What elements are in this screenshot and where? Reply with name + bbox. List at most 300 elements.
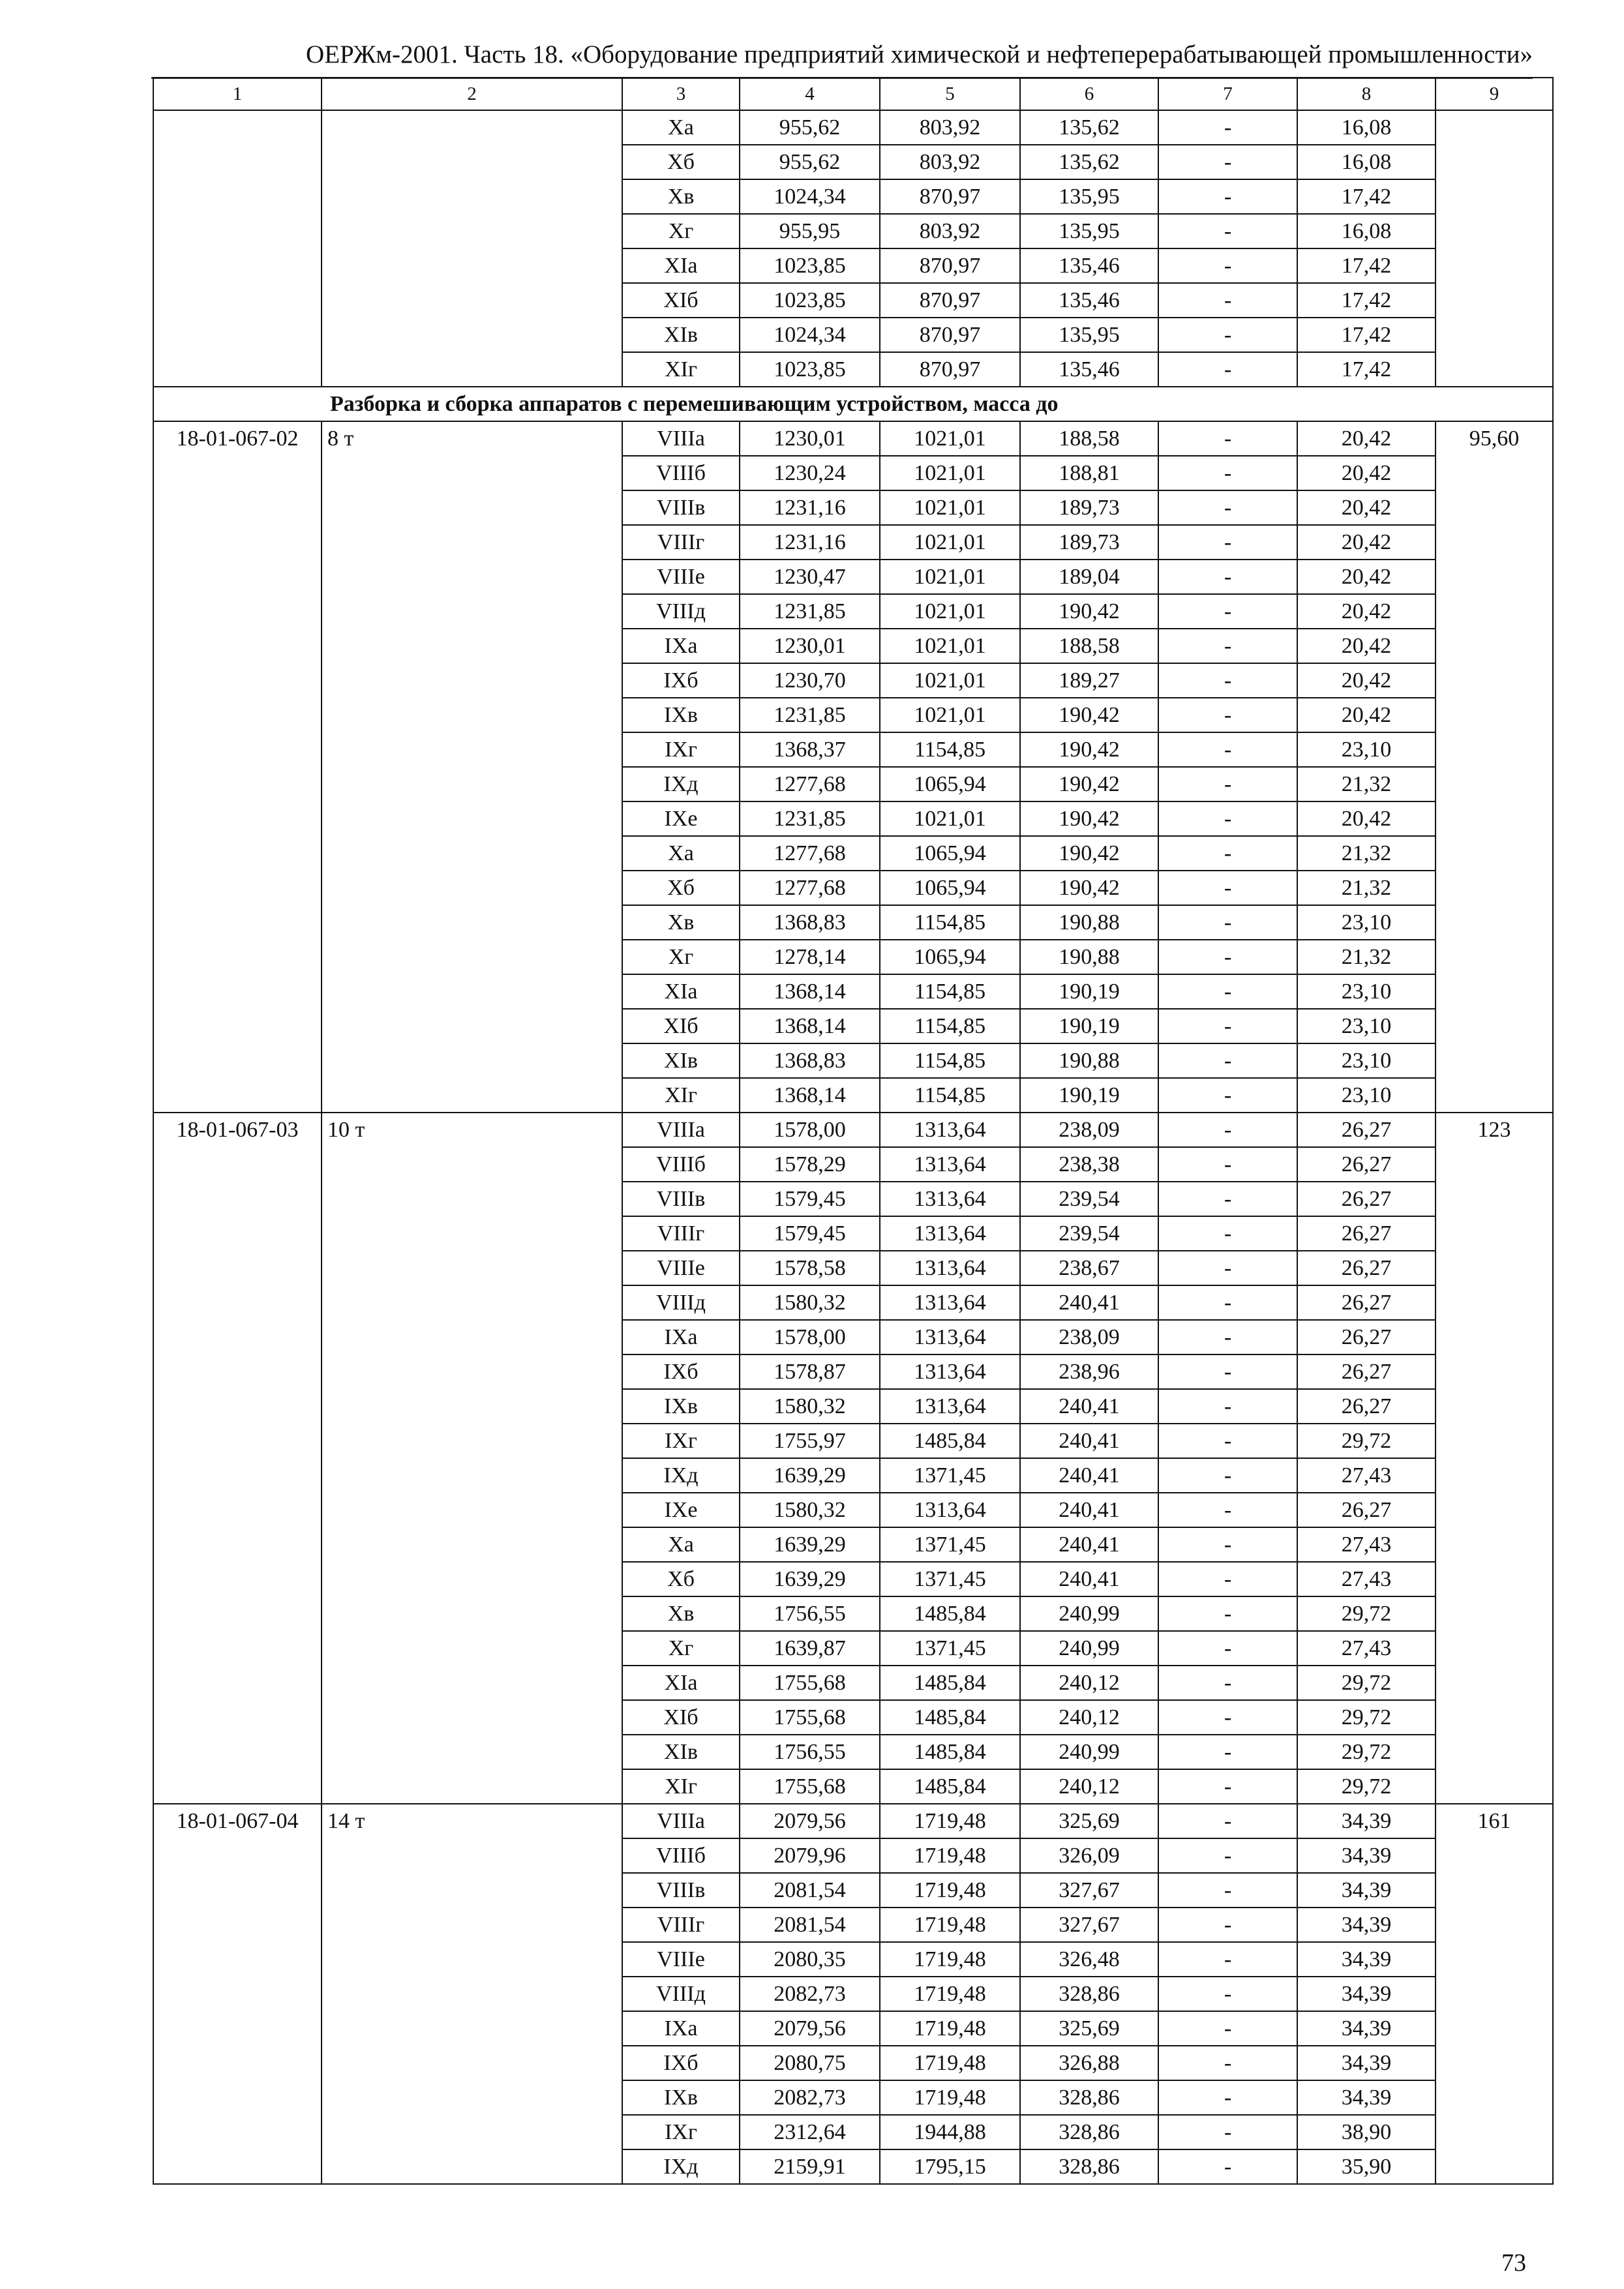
cell-col4: 1023,85	[740, 248, 880, 283]
cell-col6: 240,12	[1020, 1666, 1158, 1700]
cell-col6: 327,67	[1020, 1908, 1158, 1942]
cell-col7: -	[1158, 1527, 1297, 1562]
row-variant: Xв	[622, 1596, 740, 1631]
cell-col8: 26,27	[1297, 1113, 1436, 1147]
row-variant: XIб	[622, 1700, 740, 1735]
row-variant: VIIIa	[622, 1804, 740, 1838]
rate-name: 8 т	[322, 421, 622, 1113]
cell-col7: -	[1158, 1320, 1297, 1354]
cell-col5: 1313,64	[880, 1354, 1020, 1389]
cell-col6: 135,62	[1020, 145, 1158, 179]
cell-col5: 1485,84	[880, 1596, 1020, 1631]
cell-col7: -	[1158, 594, 1297, 629]
cell-col4: 1578,29	[740, 1147, 880, 1182]
page-number: 73	[1501, 2249, 1526, 2277]
cell-col8: 27,43	[1297, 1458, 1436, 1493]
cell-col6: 189,27	[1020, 663, 1158, 698]
cell-col5: 1065,94	[880, 767, 1020, 801]
cell-col7: -	[1158, 525, 1297, 560]
row-variant: IXг	[622, 1424, 740, 1458]
cell-col4: 1368,14	[740, 1009, 880, 1043]
row-variant: Xб	[622, 871, 740, 905]
cell-col8: 23,10	[1297, 1043, 1436, 1078]
cell-col6: 326,88	[1020, 2046, 1158, 2080]
cell-col8: 29,72	[1297, 1666, 1436, 1700]
cell-col5: 1021,01	[880, 698, 1020, 732]
cell-col7: -	[1158, 836, 1297, 871]
cell-col6: 328,86	[1020, 1977, 1158, 2011]
cell-col8: 16,08	[1297, 214, 1436, 248]
cell-col4: 955,62	[740, 110, 880, 145]
cell-col8: 34,39	[1297, 1873, 1436, 1908]
cell-col8: 34,39	[1297, 1804, 1436, 1838]
cell-col4: 2080,75	[740, 2046, 880, 2080]
cell-col4: 1230,01	[740, 629, 880, 663]
cell-col6: 189,73	[1020, 525, 1158, 560]
cell-col5: 1065,94	[880, 871, 1020, 905]
cell-col7: -	[1158, 1562, 1297, 1596]
cell-col6: 135,95	[1020, 318, 1158, 352]
row-variant: Xa	[622, 1527, 740, 1562]
cell-col6: 135,95	[1020, 214, 1158, 248]
cell-col8: 17,42	[1297, 352, 1436, 387]
cell-col4: 1579,45	[740, 1216, 880, 1251]
cell-col5: 1719,48	[880, 1942, 1020, 1977]
cell-col5: 1719,48	[880, 1873, 1020, 1908]
cell-col8: 29,72	[1297, 1700, 1436, 1735]
cell-col4: 1639,29	[740, 1527, 880, 1562]
cell-col4: 1368,14	[740, 1078, 880, 1113]
cell-col7: -	[1158, 1977, 1297, 2011]
cell-col8: 20,42	[1297, 560, 1436, 594]
cell-col5: 1065,94	[880, 836, 1020, 871]
rate-code: 18-01-067-03	[153, 1113, 322, 1804]
cell-col4: 1277,68	[740, 836, 880, 871]
cell-col5: 1021,01	[880, 560, 1020, 594]
cell-col7: -	[1158, 698, 1297, 732]
cell-col7: -	[1158, 1838, 1297, 1873]
cell-col8: 20,42	[1297, 490, 1436, 525]
column-number: 1	[153, 78, 322, 110]
cell-col5: 1485,84	[880, 1735, 1020, 1769]
row-variant: IXд	[622, 1458, 740, 1493]
cell-col7: -	[1158, 1285, 1297, 1320]
row-variant: XIб	[622, 283, 740, 318]
cell-col8: 34,39	[1297, 1977, 1436, 2011]
cell-col5: 1313,64	[880, 1285, 1020, 1320]
cell-col6: 189,04	[1020, 560, 1158, 594]
cell-col5: 1154,85	[880, 974, 1020, 1009]
cell-col7: -	[1158, 2046, 1297, 2080]
cell-col6: 240,12	[1020, 1769, 1158, 1804]
column-number-row	[153, 78, 1553, 110]
cell-col8: 29,72	[1297, 1735, 1436, 1769]
section-title-row	[153, 387, 1553, 421]
cell-col6: 325,69	[1020, 1804, 1158, 1838]
cell-col7: -	[1158, 214, 1297, 248]
cell-col4: 1231,85	[740, 698, 880, 732]
cell-col7: -	[1158, 1354, 1297, 1389]
cell-col4: 2082,73	[740, 1977, 880, 2011]
cell-col7: -	[1158, 871, 1297, 905]
cell-col8: 17,42	[1297, 248, 1436, 283]
cell-col9: 95,60	[1436, 421, 1553, 1113]
cell-col6: 240,41	[1020, 1285, 1158, 1320]
cell-col6: 190,42	[1020, 767, 1158, 801]
table-row	[153, 1804, 1553, 1838]
cell-col5: 1021,01	[880, 663, 1020, 698]
cell-col5: 1719,48	[880, 1908, 1020, 1942]
cell-col6: 190,88	[1020, 1043, 1158, 1078]
cell-col5: 870,97	[880, 318, 1020, 352]
row-variant: VIIIe	[622, 560, 740, 594]
cell-col7: -	[1158, 1078, 1297, 1113]
row-variant: IXe	[622, 1493, 740, 1527]
cell-col5: 1485,84	[880, 1666, 1020, 1700]
column-number: 6	[1020, 78, 1158, 110]
cell-col9	[1436, 110, 1553, 387]
cell-col7: -	[1158, 352, 1297, 387]
cell-col7: -	[1158, 179, 1297, 214]
cell-col6: 240,41	[1020, 1562, 1158, 1596]
cell-col8: 34,39	[1297, 2080, 1436, 2115]
cell-col4: 2081,54	[740, 1908, 880, 1942]
cell-col8: 17,42	[1297, 283, 1436, 318]
row-variant: Xв	[622, 179, 740, 214]
cell-col8: 21,32	[1297, 940, 1436, 974]
cell-col5: 1065,94	[880, 940, 1020, 974]
cell-col5: 1485,84	[880, 1700, 1020, 1735]
cell-col4: 1755,97	[740, 1424, 880, 1458]
cell-col7: -	[1158, 456, 1297, 490]
cell-col8: 23,10	[1297, 974, 1436, 1009]
row-variant: VIIIв	[622, 490, 740, 525]
cell-col5: 1313,64	[880, 1493, 1020, 1527]
cell-col5: 1021,01	[880, 629, 1020, 663]
cell-col8: 29,72	[1297, 1769, 1436, 1804]
cell-col7: -	[1158, 1389, 1297, 1424]
row-variant: VIIIб	[622, 456, 740, 490]
row-variant: IXб	[622, 663, 740, 698]
cell-col8: 23,10	[1297, 905, 1436, 940]
row-variant: IXa	[622, 2011, 740, 2046]
cell-col8: 34,39	[1297, 1908, 1436, 1942]
cell-col7: -	[1158, 1596, 1297, 1631]
cell-col6: 326,48	[1020, 1942, 1158, 1977]
cell-col7: -	[1158, 1251, 1297, 1285]
cell-col5: 1021,01	[880, 594, 1020, 629]
column-number: 4	[740, 78, 880, 110]
cell-col4: 1756,55	[740, 1735, 880, 1769]
cell-col4: 1580,32	[740, 1285, 880, 1320]
cell-col8: 26,27	[1297, 1389, 1436, 1424]
row-variant: VIIIe	[622, 1251, 740, 1285]
row-variant: VIIIa	[622, 1113, 740, 1147]
cell-col7: -	[1158, 2149, 1297, 2184]
cell-col6: 328,86	[1020, 2115, 1158, 2149]
row-variant: XIв	[622, 318, 740, 352]
row-variant: IXв	[622, 1389, 740, 1424]
cell-col7: -	[1158, 145, 1297, 179]
row-variant: IXб	[622, 1354, 740, 1389]
cell-col7: -	[1158, 490, 1297, 525]
row-variant: XIг	[622, 1078, 740, 1113]
cell-col6: 328,86	[1020, 2080, 1158, 2115]
cell-col8: 20,42	[1297, 594, 1436, 629]
cell-col4: 1368,37	[740, 732, 880, 767]
cell-col6: 238,67	[1020, 1251, 1158, 1285]
cell-col4: 1278,14	[740, 940, 880, 974]
cell-col6: 238,09	[1020, 1113, 1158, 1147]
cell-col4: 1231,16	[740, 490, 880, 525]
cell-col4: 1580,32	[740, 1389, 880, 1424]
cell-col7: -	[1158, 1009, 1297, 1043]
cell-col6: 135,95	[1020, 179, 1158, 214]
cell-col6: 135,46	[1020, 283, 1158, 318]
cell-col7: -	[1158, 1769, 1297, 1804]
cell-col8: 34,39	[1297, 2011, 1436, 2046]
cell-col4: 1578,87	[740, 1354, 880, 1389]
cell-col7: -	[1158, 732, 1297, 767]
cell-col5: 1719,48	[880, 2080, 1020, 2115]
cell-col6: 240,12	[1020, 1700, 1158, 1735]
cell-col5: 1485,84	[880, 1769, 1020, 1804]
row-variant: Xв	[622, 905, 740, 940]
cell-col6: 190,42	[1020, 732, 1158, 767]
cell-col6: 188,58	[1020, 629, 1158, 663]
cell-col7: -	[1158, 1043, 1297, 1078]
cell-col7: -	[1158, 318, 1297, 352]
cell-col4: 2081,54	[740, 1873, 880, 1908]
row-variant: XIa	[622, 1666, 740, 1700]
cell-col7: -	[1158, 905, 1297, 940]
cell-col5: 1154,85	[880, 1043, 1020, 1078]
row-variant: XIa	[622, 248, 740, 283]
cell-col5: 1313,64	[880, 1147, 1020, 1182]
cell-col8: 23,10	[1297, 1078, 1436, 1113]
cell-col5: 1313,64	[880, 1113, 1020, 1147]
cell-col5: 1154,85	[880, 1078, 1020, 1113]
table-row	[153, 421, 1553, 456]
cell-col7: -	[1158, 801, 1297, 836]
cell-col4: 955,62	[740, 145, 880, 179]
cell-col6: 239,54	[1020, 1216, 1158, 1251]
cell-col6: 238,38	[1020, 1147, 1158, 1182]
row-variant: IXe	[622, 801, 740, 836]
cell-col5: 1154,85	[880, 732, 1020, 767]
cell-col7: -	[1158, 1631, 1297, 1666]
column-number: 3	[622, 78, 740, 110]
cell-col6: 190,19	[1020, 1009, 1158, 1043]
cell-col4: 1231,85	[740, 594, 880, 629]
cell-col4: 1230,47	[740, 560, 880, 594]
cell-col7: -	[1158, 1804, 1297, 1838]
row-variant: IXг	[622, 732, 740, 767]
cell-col4: 1277,68	[740, 767, 880, 801]
table-row	[153, 1113, 1553, 1147]
cell-col8: 26,27	[1297, 1320, 1436, 1354]
cell-col5: 1313,64	[880, 1216, 1020, 1251]
cell-col6: 238,09	[1020, 1320, 1158, 1354]
row-variant: XIг	[622, 1769, 740, 1804]
cell-col6: 190,88	[1020, 905, 1158, 940]
cell-col8: 23,10	[1297, 732, 1436, 767]
row-variant: VIIIг	[622, 525, 740, 560]
cell-col4: 1578,58	[740, 1251, 880, 1285]
cell-col6: 135,62	[1020, 110, 1158, 145]
cell-col7: -	[1158, 974, 1297, 1009]
cell-col7: -	[1158, 629, 1297, 663]
cell-col5: 870,97	[880, 248, 1020, 283]
row-variant: Xa	[622, 836, 740, 871]
cell-col7: -	[1158, 1424, 1297, 1458]
cell-col5: 1719,48	[880, 2011, 1020, 2046]
cell-col4: 1368,83	[740, 1043, 880, 1078]
cell-col6: 325,69	[1020, 2011, 1158, 2046]
cell-col8: 26,27	[1297, 1285, 1436, 1320]
cell-col4: 2080,35	[740, 1942, 880, 1977]
cell-col5: 1795,15	[880, 2149, 1020, 2184]
cell-col4: 1639,87	[740, 1631, 880, 1666]
cell-col8: 20,42	[1297, 663, 1436, 698]
cell-col5: 1371,45	[880, 1562, 1020, 1596]
cell-col8: 23,10	[1297, 1009, 1436, 1043]
cell-col6: 239,54	[1020, 1182, 1158, 1216]
cell-col7: -	[1158, 248, 1297, 283]
section-title: Разборка и сборка аппаратов с перемешивающим устройством, масса до	[153, 387, 1553, 421]
cell-col7: -	[1158, 1458, 1297, 1493]
cell-col8: 35,90	[1297, 2149, 1436, 2184]
row-variant: IXд	[622, 767, 740, 801]
cell-col8: 29,72	[1297, 1596, 1436, 1631]
cell-col6: 190,19	[1020, 974, 1158, 1009]
cell-col6: 135,46	[1020, 248, 1158, 283]
cell-col4: 2312,64	[740, 2115, 880, 2149]
cell-col8: 20,42	[1297, 525, 1436, 560]
cell-col6: 190,88	[1020, 940, 1158, 974]
cell-col4: 1578,00	[740, 1320, 880, 1354]
cell-col4: 2079,56	[740, 1804, 880, 1838]
cell-col8: 16,08	[1297, 145, 1436, 179]
cell-col4: 1231,16	[740, 525, 880, 560]
row-variant: IXa	[622, 629, 740, 663]
row-variant: Xг	[622, 1631, 740, 1666]
cell-col4: 1580,32	[740, 1493, 880, 1527]
cell-col6: 327,67	[1020, 1873, 1158, 1908]
cell-col6: 135,46	[1020, 352, 1158, 387]
row-variant: IXв	[622, 2080, 740, 2115]
cell-col4: 1368,83	[740, 905, 880, 940]
cell-col8: 29,72	[1297, 1424, 1436, 1458]
cell-col6: 190,42	[1020, 698, 1158, 732]
cell-col6: 188,81	[1020, 456, 1158, 490]
cell-col6: 190,42	[1020, 594, 1158, 629]
cell-col7: -	[1158, 1493, 1297, 1527]
cell-col8: 26,27	[1297, 1354, 1436, 1389]
cell-col9: 161	[1436, 1804, 1553, 2184]
column-number: 7	[1158, 78, 1297, 110]
rate-name: 10 т	[322, 1113, 622, 1804]
cell-col6: 240,41	[1020, 1424, 1158, 1458]
cell-col7: -	[1158, 940, 1297, 974]
cell-col4: 2082,73	[740, 2080, 880, 2115]
cell-col7: -	[1158, 1735, 1297, 1769]
cell-col8: 21,32	[1297, 767, 1436, 801]
cell-col8: 20,42	[1297, 801, 1436, 836]
cell-col4: 1023,85	[740, 283, 880, 318]
row-variant: XIв	[622, 1735, 740, 1769]
row-variant: XIг	[622, 352, 740, 387]
cell-col7: -	[1158, 560, 1297, 594]
cell-col7: -	[1158, 1942, 1297, 1977]
cell-col8: 27,43	[1297, 1631, 1436, 1666]
cell-col7: -	[1158, 1700, 1297, 1735]
cell-col4: 2159,91	[740, 2149, 880, 2184]
price-table	[153, 77, 1554, 2185]
cell-col5: 870,97	[880, 352, 1020, 387]
cell-col6: 240,41	[1020, 1389, 1158, 1424]
cell-col8: 20,42	[1297, 698, 1436, 732]
row-variant: IXд	[622, 2149, 740, 2184]
cell-col7: -	[1158, 1113, 1297, 1147]
cell-col8: 20,42	[1297, 421, 1436, 456]
cell-col7: -	[1158, 1147, 1297, 1182]
cell-col4: 1024,34	[740, 318, 880, 352]
cell-col5: 1719,48	[880, 2046, 1020, 2080]
cell-col6: 190,42	[1020, 836, 1158, 871]
cell-col4: 1024,34	[740, 179, 880, 214]
cell-col8: 20,42	[1297, 456, 1436, 490]
cell-col6: 326,09	[1020, 1838, 1158, 1873]
cell-col5: 870,97	[880, 283, 1020, 318]
row-variant: VIIIд	[622, 1285, 740, 1320]
cell-col4: 1639,29	[740, 1458, 880, 1493]
cell-col8: 26,27	[1297, 1182, 1436, 1216]
cell-col8: 21,32	[1297, 871, 1436, 905]
cell-col7: -	[1158, 2011, 1297, 2046]
cell-col5: 1719,48	[880, 1977, 1020, 2011]
cell-col5: 1719,48	[880, 1838, 1020, 1873]
row-variant: IXг	[622, 2115, 740, 2149]
cell-col6: 240,99	[1020, 1735, 1158, 1769]
row-variant: VIIIв	[622, 1873, 740, 1908]
cell-col8: 27,43	[1297, 1562, 1436, 1596]
cell-col4: 1756,55	[740, 1596, 880, 1631]
cell-col4: 1578,00	[740, 1113, 880, 1147]
cell-col8: 26,27	[1297, 1493, 1436, 1527]
cell-col8: 17,42	[1297, 179, 1436, 214]
cell-col4: 1579,45	[740, 1182, 880, 1216]
cell-col7: -	[1158, 283, 1297, 318]
row-variant: Xб	[622, 1562, 740, 1596]
cell-col7: -	[1158, 1182, 1297, 1216]
cell-col7: -	[1158, 2080, 1297, 2115]
cell-col5: 1021,01	[880, 456, 1020, 490]
cell-col7: -	[1158, 767, 1297, 801]
cell-col7: -	[1158, 1873, 1297, 1908]
cell-col5: 1371,45	[880, 1631, 1020, 1666]
running-header: ОЕРЖм-2001. Часть 18. «Оборудование предприятий химической и нефтеперерабатывающей промышленности»	[151, 37, 1533, 79]
row-variant: XIa	[622, 974, 740, 1009]
row-variant: XIб	[622, 1009, 740, 1043]
cell-col5: 1021,01	[880, 421, 1020, 456]
cell-col6: 240,41	[1020, 1493, 1158, 1527]
cell-col5: 1154,85	[880, 1009, 1020, 1043]
row-variant: VIIIe	[622, 1942, 740, 1977]
cell-col4: 1230,70	[740, 663, 880, 698]
cell-col8: 27,43	[1297, 1527, 1436, 1562]
cell-col5: 1313,64	[880, 1320, 1020, 1354]
